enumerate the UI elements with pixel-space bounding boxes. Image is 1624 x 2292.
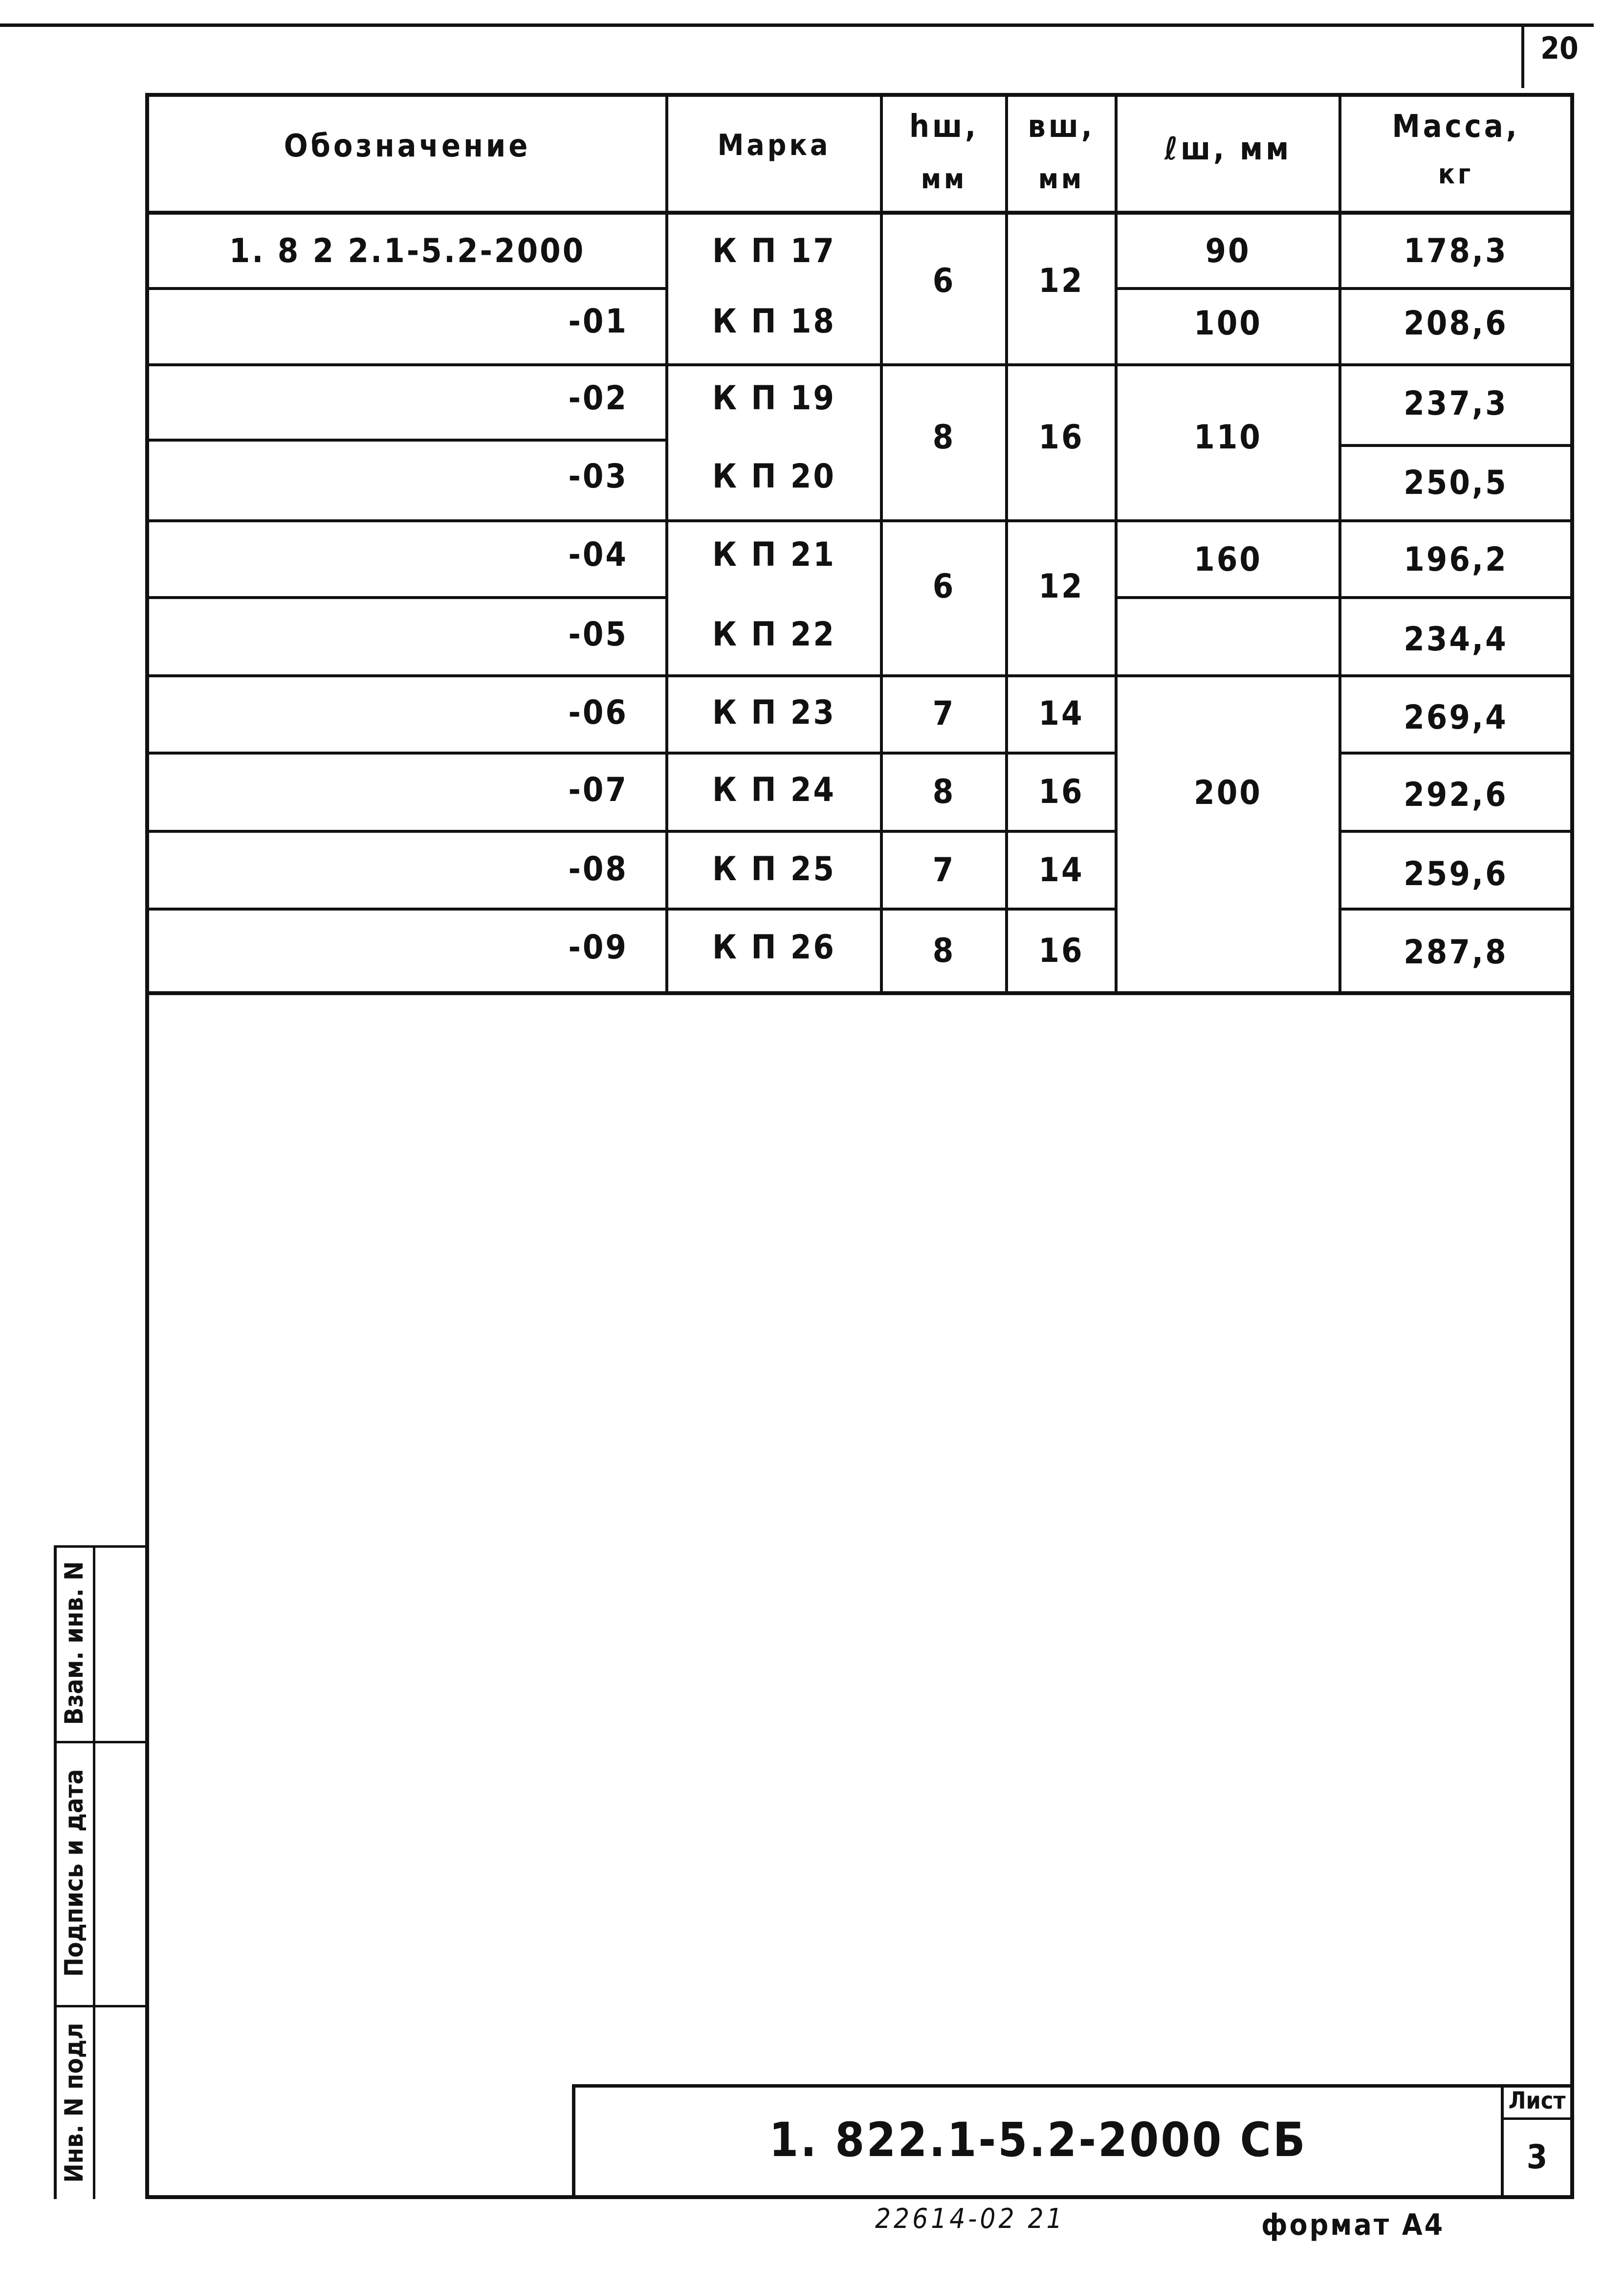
row-line [1115,596,1574,599]
cell-designation: -02 [568,379,628,418]
title-block-left [572,2084,575,2199]
cell-h: 8 [932,773,956,811]
cell-b: 12 [1038,262,1084,300]
cell-b: 16 [1038,932,1084,970]
title-block-top [572,2084,1574,2088]
cell-designation: 1. 8 2 2.1-5.2-2000 [229,232,586,270]
row-line [145,363,1574,366]
cell-mass: 259,6 [1404,855,1508,893]
frame-top [145,93,1574,97]
cell-h: 8 [932,932,956,970]
sheet-label: Лист [1508,2087,1566,2114]
header-h: hш, [909,109,979,145]
row-line [145,439,667,442]
cell-mass: 178,3 [1404,232,1508,270]
sheet-number: 3 [1526,2138,1548,2177]
row-line [145,519,1574,522]
cell-l: 110 [1194,418,1262,457]
cell-b: 14 [1038,851,1084,890]
cell-mark: К П 21 [712,535,836,574]
header-h-unit: мм [921,163,967,195]
cell-designation: -05 [568,615,628,654]
cell-mark: К П 19 [712,379,836,418]
row-line [1115,287,1574,290]
cell-mass: 234,4 [1404,620,1508,659]
cell-h: 7 [932,694,956,733]
stamp-replaced-inv: Взам. инв. N [60,1561,89,1725]
cell-l: 90 [1205,232,1251,270]
cell-mark: К П 26 [712,928,836,967]
cell-b: 16 [1038,418,1084,457]
cell-b: 12 [1038,567,1084,606]
row-line [1339,752,1574,755]
cell-mass: 269,4 [1404,698,1508,737]
frame-left [145,93,149,2199]
cell-designation: -04 [568,535,628,574]
page-number: 20 [1540,30,1579,66]
sheet-box-mid [1501,2117,1574,2120]
cell-h: 6 [932,567,956,606]
cell-mass: 237,3 [1404,384,1508,423]
cell-designation: -06 [568,693,628,732]
cell-l: 160 [1194,540,1262,579]
cell-l: 100 [1194,304,1262,343]
row-line [145,830,1116,833]
format-label: формат А4 [1261,2208,1445,2242]
row-line [145,752,1116,755]
cell-l: 200 [1194,774,1262,812]
cell-mark: К П 18 [712,302,836,341]
cell-mark: К П 17 [712,232,836,270]
header-mass: Масса, [1392,109,1520,145]
handwritten-note: 22614-02 21 [875,2203,1065,2235]
cell-b: 14 [1038,694,1084,733]
row-line [1339,444,1574,447]
table-bottom-line [145,991,1574,995]
header-mass-unit: кг [1438,158,1474,190]
frame-bottom [145,2195,1574,2199]
frame-right [1570,93,1574,2199]
row-line [145,596,667,599]
cell-mark: К П 22 [712,615,836,654]
cell-mass: 196,2 [1404,540,1508,579]
row-line [1339,908,1574,911]
cell-mark: К П 25 [712,850,836,889]
cell-h: 8 [932,418,956,457]
stamp-signature-date: Подпись и дата [60,1769,89,1977]
cell-h: 7 [932,851,956,890]
cell-designation: -09 [568,928,628,967]
cell-mark: К П 23 [712,693,836,732]
page-number-box-left [1521,23,1524,88]
header-b-unit: мм [1038,163,1085,195]
header-b: вш, [1028,109,1095,145]
cell-designation: -01 [568,302,628,341]
cell-mass: 208,6 [1404,304,1508,343]
row-line [145,908,1116,911]
cell-mark: К П 24 [712,771,836,809]
cell-mass: 292,6 [1404,776,1508,814]
cell-mark: К П 20 [712,457,836,496]
cell-mass: 287,8 [1404,933,1508,972]
header-designation: Обозначение [284,128,531,164]
header-l: ℓш, мм [1164,131,1292,167]
cell-designation: -07 [568,771,628,809]
row-line [145,287,667,290]
stamp-inv-original: Инв. N подл [60,2023,89,2183]
row-line [1339,830,1574,833]
table-header-line [145,211,1574,215]
cell-b: 16 [1038,773,1084,811]
cell-mass: 250,5 [1404,464,1508,502]
header-mark: Марка [717,128,831,162]
stamp-divider [93,1545,95,2199]
stamp-sep [54,2005,147,2007]
top-border-line [0,23,1594,27]
cell-designation: -08 [568,850,628,889]
stamp-outer-left [54,1545,57,2199]
document-code: 1. 822.1-5.2-2000 СБ [769,2113,1307,2167]
row-line [145,674,1574,677]
cell-designation: -03 [568,457,628,496]
cell-h: 6 [932,262,956,300]
